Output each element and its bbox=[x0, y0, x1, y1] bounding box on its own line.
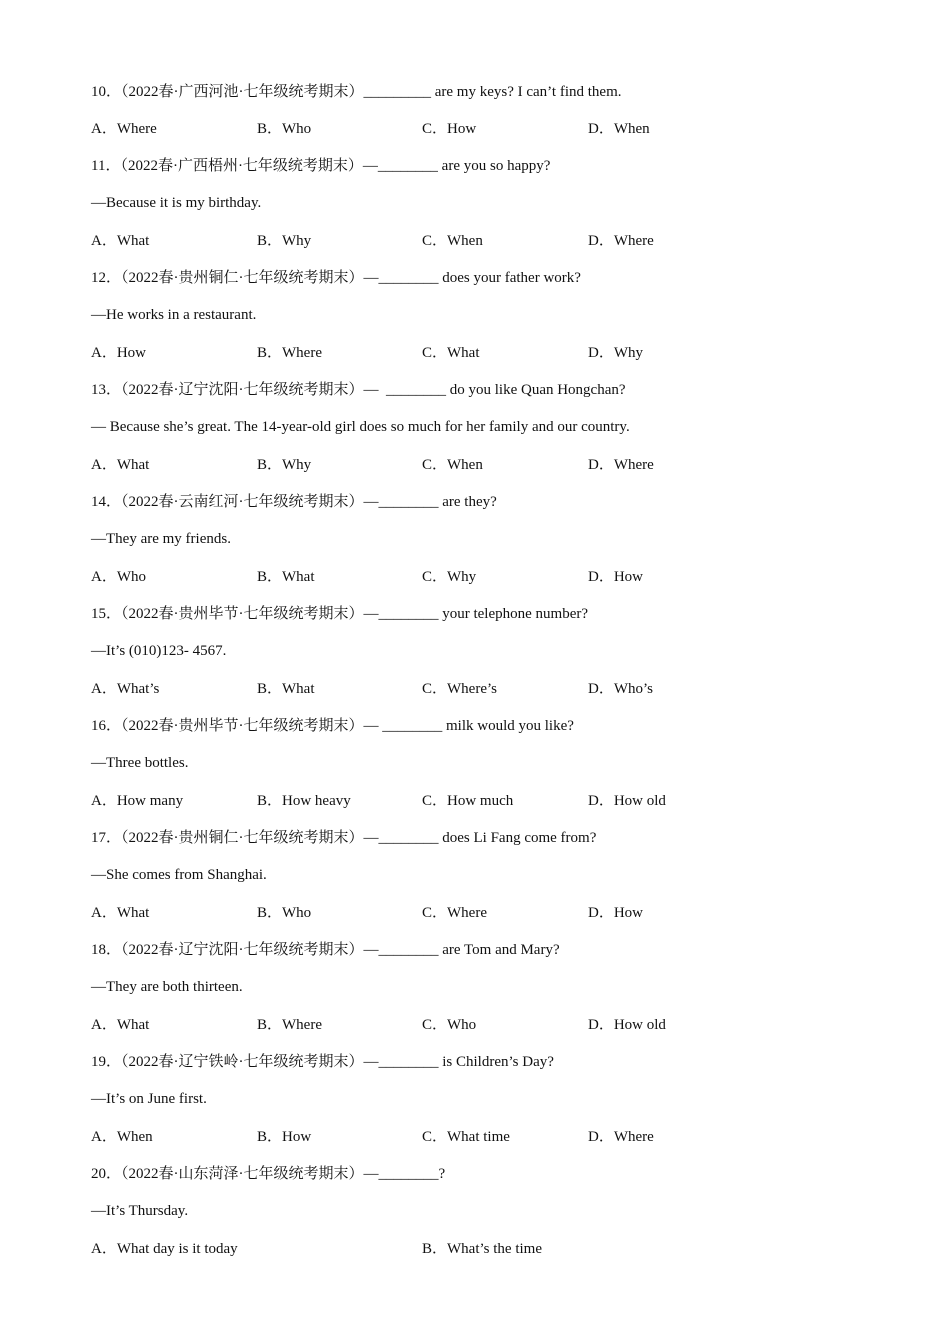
option-a[interactable]: A．What day is it today bbox=[91, 1241, 238, 1257]
question-dialogue-reply: —It’s on June first. bbox=[91, 1091, 207, 1107]
option-d[interactable]: D．Who’s bbox=[588, 681, 653, 697]
options-row bbox=[91, 1014, 891, 1036]
option-c[interactable]: C．What time bbox=[422, 1129, 510, 1145]
option-a[interactable]: A．When bbox=[91, 1129, 153, 1145]
option-b[interactable]: B．Who bbox=[257, 905, 312, 921]
option-c[interactable]: C．Who bbox=[422, 1017, 477, 1033]
option-a[interactable]: A．What’s bbox=[91, 681, 160, 697]
question-stem: 11．（2022春·广西梧州·七年级统考期末）—________ are you so happy? bbox=[91, 158, 551, 174]
question-dialogue-reply: —She comes from Shanghai. bbox=[91, 867, 267, 883]
options-row bbox=[91, 118, 891, 140]
option-b[interactable]: B．Where bbox=[257, 1017, 322, 1033]
question-stem: 16．（2022春·贵州毕节·七年级统考期末）— ________ milk would you like? bbox=[91, 718, 574, 734]
options-row bbox=[91, 230, 891, 252]
question-dialogue-reply: —It’s Thursday. bbox=[91, 1203, 189, 1219]
options-row bbox=[91, 902, 891, 924]
question-stem: 12．（2022春·贵州铜仁·七年级统考期末）—________ does your father work? bbox=[91, 270, 581, 286]
option-a[interactable]: A．What bbox=[91, 1017, 150, 1033]
option-c[interactable]: C．When bbox=[422, 457, 483, 473]
option-d[interactable]: D．Where bbox=[588, 457, 654, 473]
options-row bbox=[91, 342, 891, 364]
option-b[interactable]: B．What bbox=[257, 681, 315, 697]
option-a[interactable]: A．What bbox=[91, 905, 150, 921]
question-stem: 17．（2022春·贵州铜仁·七年级统考期末）—________ does Li Fang come from? bbox=[91, 830, 597, 846]
option-b[interactable]: B．Why bbox=[257, 233, 312, 249]
option-b[interactable]: B．What bbox=[257, 569, 315, 585]
question-dialogue-reply: —They are my friends. bbox=[91, 531, 231, 547]
options-row bbox=[91, 454, 891, 476]
question-stem: 15．（2022春·贵州毕节·七年级统考期末）—________ your telephone number? bbox=[91, 606, 589, 622]
option-a[interactable]: A．Who bbox=[91, 569, 146, 585]
option-d[interactable]: D．Where bbox=[588, 233, 654, 249]
option-c[interactable]: C．Where’s bbox=[422, 681, 497, 697]
question-stem: 13．（2022春·辽宁沈阳·七年级统考期末）— ________ do you like Quan Hongchan? bbox=[91, 382, 626, 398]
option-c[interactable]: C．Why bbox=[422, 569, 477, 585]
question-stem: 10．（2022春·广西河池·七年级统考期末）_________ are my keys? I can’t find them. bbox=[91, 84, 622, 100]
option-a[interactable]: A．Where bbox=[91, 121, 157, 137]
option-d[interactable]: D．How old bbox=[588, 793, 666, 809]
option-b[interactable]: B．Why bbox=[257, 457, 312, 473]
question-dialogue-reply: — Because she’s great. The 14-year-old girl does so much for her family and our country. bbox=[91, 419, 630, 435]
options-row bbox=[91, 1126, 891, 1148]
question-stem: 14．（2022春·云南红河·七年级统考期末）—________ are they? bbox=[91, 494, 497, 510]
option-d[interactable]: D．When bbox=[588, 121, 650, 137]
option-b[interactable]: B．How heavy bbox=[257, 793, 351, 809]
question-stem: 18．（2022春·辽宁沈阳·七年级统考期末）—________ are Tom and Mary? bbox=[91, 942, 560, 958]
option-a[interactable]: A．What bbox=[91, 233, 150, 249]
option-d[interactable]: D．Where bbox=[588, 1129, 654, 1145]
option-b[interactable]: B．Where bbox=[257, 345, 322, 361]
option-c[interactable]: C．How bbox=[422, 121, 477, 137]
option-c[interactable]: C．When bbox=[422, 233, 483, 249]
option-d[interactable]: D．How old bbox=[588, 1017, 666, 1033]
question-dialogue-reply: —It’s (010)123- 4567. bbox=[91, 643, 227, 659]
option-c[interactable]: C．Where bbox=[422, 905, 487, 921]
option-d[interactable]: D．How bbox=[588, 569, 643, 585]
option-d[interactable]: D．How bbox=[588, 905, 643, 921]
options-row bbox=[91, 566, 891, 588]
option-b[interactable]: B．What’s the time bbox=[422, 1241, 542, 1257]
question-dialogue-reply: —They are both thirteen. bbox=[91, 979, 243, 995]
option-d[interactable]: D．Why bbox=[588, 345, 643, 361]
option-c[interactable]: C．What bbox=[422, 345, 480, 361]
options-row bbox=[91, 790, 891, 812]
option-b[interactable]: B．How bbox=[257, 1129, 312, 1145]
question-dialogue-reply: —Because it is my birthday. bbox=[91, 195, 262, 211]
question-stem: 19．（2022春·辽宁铁岭·七年级统考期末）—________ is Children’s Day? bbox=[91, 1054, 554, 1070]
question-dialogue-reply: —He works in a restaurant. bbox=[91, 307, 257, 323]
question-stem: 20．（2022春·山东菏泽·七年级统考期末）—________? bbox=[91, 1166, 446, 1182]
option-b[interactable]: B．Who bbox=[257, 121, 312, 137]
option-a[interactable]: A．How many bbox=[91, 793, 184, 809]
option-a[interactable]: A．What bbox=[91, 457, 150, 473]
option-c[interactable]: C．How much bbox=[422, 793, 514, 809]
option-a[interactable]: A．How bbox=[91, 345, 146, 361]
options-row bbox=[91, 678, 891, 700]
options-row bbox=[91, 1238, 891, 1260]
question-dialogue-reply: —Three bottles. bbox=[91, 755, 189, 771]
